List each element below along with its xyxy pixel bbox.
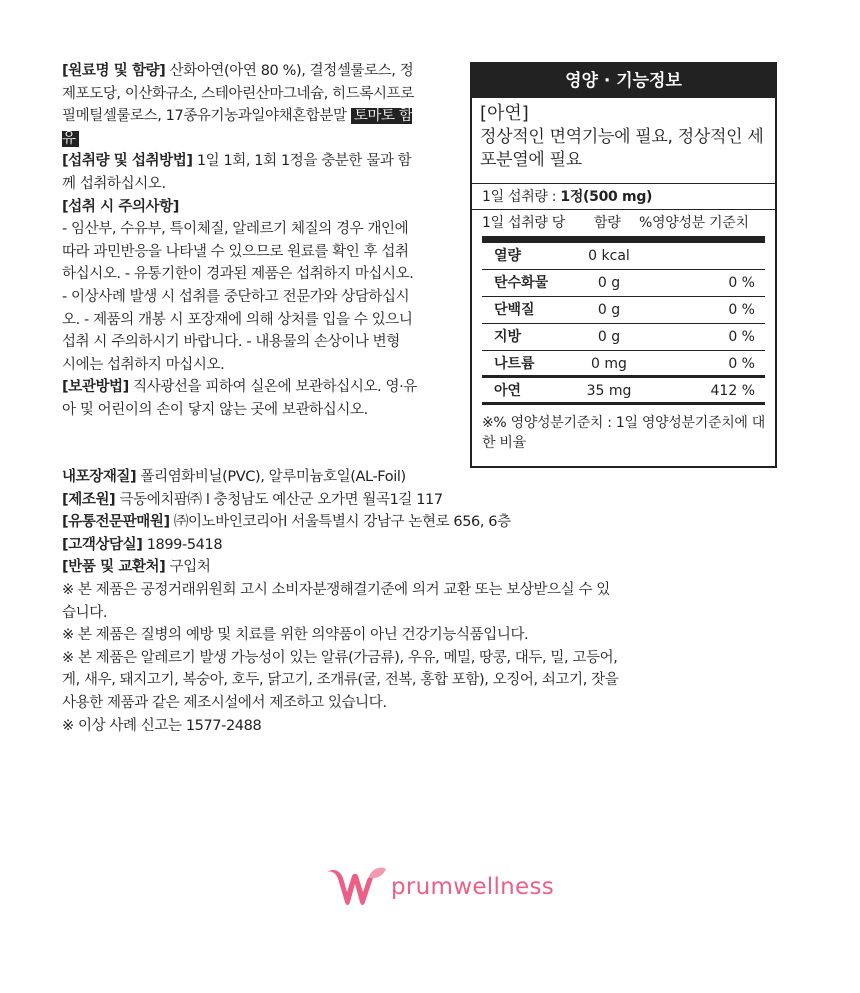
brand-name: prumwellness — [391, 874, 555, 900]
storage-text: 직사광선을 피하여 실온에 보관하십시오. 영·유아 및 어린이의 손이 닿지 않는 곳에 보관하십시오. — [62, 379, 417, 418]
storage-section — [62, 376, 417, 421]
manufacturer-label: [제조원] — [62, 491, 116, 508]
distributor-line — [62, 511, 622, 534]
table-row — [482, 351, 765, 378]
nutrient-amount: 0 kcal — [588, 248, 630, 264]
ingredients-text: 산화아연(아연 80 %), 결정셀룰로스, 정제포도당, 이산화규소, 스테아린산마그네슘, 히드록시프로필메틸셀룰로스, 17종유기농과일야채혼합분말 — [62, 63, 414, 125]
distributor-label: [유통전문판매원] — [62, 514, 170, 531]
nutrition-panel — [470, 62, 777, 468]
table-row — [482, 270, 765, 297]
nutrient-amount: 0 g — [597, 275, 621, 291]
caution-label: [섭취 시 주의사항] — [62, 198, 179, 215]
panel-footnote: ※% 영양성분기준치 : 1일 영양성분기준치에 대한 비율 — [482, 415, 766, 451]
consult-text: 1899-5418 — [142, 536, 223, 553]
packaging-line — [62, 466, 622, 489]
consult-label: [고객상담실] — [62, 536, 143, 553]
serving-size — [472, 184, 775, 210]
product-info-column — [62, 60, 417, 422]
brand-logo-block — [325, 866, 554, 908]
nutrient-percent: 0 % — [728, 302, 755, 318]
packaging-label: 내포장재질] — [62, 469, 137, 485]
col-amount: 함량 — [594, 215, 621, 231]
nutrient-name: 나트륨 — [494, 356, 535, 372]
table-row — [482, 378, 765, 405]
nutrition-table — [482, 236, 765, 405]
returns-text: 구입처 — [165, 559, 211, 576]
ingredient-description: 정상적인 면역기능에 필요, 정상적인 세포분열에 필요 — [480, 127, 764, 170]
manufacturer-text: 극동에치팜㈜ l 충청남도 예산군 오가면 월곡1길 117 — [115, 491, 443, 508]
consult-line — [62, 534, 622, 557]
nutrient-name: 열량 — [494, 248, 522, 264]
table-row — [482, 243, 765, 270]
nutrient-name: 아연 — [494, 383, 522, 399]
nutrient-name: 탄수화물 — [494, 275, 549, 291]
intake-label: [섭취량 및 섭취방법] — [62, 153, 193, 170]
note-exchange: ※ 본 제품은 공정거래위원회 고시 소비자분쟁해결기준에 의거 교환 또는 보상받으실 수 있습니다. — [62, 581, 610, 621]
caution-text: - 임산부, 수유부, 특이체질, 알레르기 체질의 경우 개인에 따라 과민반응을 나타낼 수 있으므로 원료를 확인 후 섭취하십시오. - 유통기한이 경과된 제품은 섭취하지 마십시오. - 이상사례 발생 시 섭취를 중단하고 전문가와 상담하십시오. - 제품의 개봉 시 포장재에 의해 상처를 입을 수 있으니 섭취 시 주의하시기 바랍니다. - 내용물의 손상이나 변형 시에는 섭취하지 마십시오. — [62, 221, 414, 373]
ingredients-highlight: 토마토 함유 — [62, 108, 413, 147]
panel-header: 영양 · 기능정보 — [472, 64, 775, 98]
table-row — [482, 297, 765, 324]
nutrient-percent: 412 % — [710, 383, 755, 399]
ingredients-label: [원료명 및 함량] — [62, 63, 166, 79]
prumwellness-logo-icon — [325, 866, 387, 908]
serving-prefix: 1일 섭취량 : — [482, 189, 561, 205]
table-row — [482, 324, 765, 351]
serving-value: 1정(500 mg) — [560, 189, 653, 205]
nutrient-percent: 0 % — [728, 356, 755, 372]
ingredients-section — [62, 60, 417, 150]
company-info — [62, 466, 622, 737]
nutrient-amount: 0 g — [597, 302, 621, 318]
manufacturer-line — [62, 489, 622, 512]
nutrient-amount: 0 g — [597, 329, 621, 345]
nutrient-amount: 35 mg — [586, 383, 632, 399]
packaging-text: 폴리염화비닐(PVC), 알루미늄호일(AL-Foil) — [136, 469, 406, 485]
function-summary — [472, 98, 775, 184]
column-headers — [472, 210, 775, 236]
nutrient-name: 지방 — [494, 329, 522, 345]
intake-text: 1일 1회, 1회 1정을 충분한 물과 함께 섭취하십시오. — [62, 153, 412, 192]
intake-section — [62, 150, 417, 195]
nutrient-percent: 0 % — [728, 275, 755, 291]
nutrient-percent — [654, 243, 765, 269]
note-health-food: ※ 본 제품은 질병의 예방 및 치료를 위한 의약품이 아닌 건강기능식품입니다. — [62, 627, 529, 644]
nutrient-amount: 0 mg — [591, 356, 627, 372]
note-report: ※ 이상 사례 신고는 1577-2488 — [62, 717, 262, 734]
col-percent: %영양성분 기준치 — [639, 215, 749, 231]
ingredient-title: [아연] — [480, 103, 529, 124]
note-allergy: ※ 본 제품은 알레르기 발생 가능성이 있는 알류(가금류), 우유, 메밀, 땅콩, 대두, 밀, 고등어, 게, 새우, 돼지고기, 복숭아, 호두, 닭고기, 조개류(굴, 전복, 홍합 포함), 오징어, 쇠고기, 잣을 사용한 제품과 같은 제조시설에서 제조하고 있습니다. — [62, 649, 619, 711]
distributor-text: ㈜이노바인코리아l 서울특별시 강남구 논현로 656, 6층 — [169, 514, 511, 531]
nutrient-percent: 0 % — [728, 329, 755, 345]
col-per-day: 1일 섭취량 당 — [482, 215, 566, 231]
returns-label: [반품 및 교환처] — [62, 559, 166, 576]
nutrient-name: 단백질 — [494, 302, 535, 318]
storage-label: [보관방법] — [62, 379, 129, 396]
returns-line — [62, 556, 622, 579]
